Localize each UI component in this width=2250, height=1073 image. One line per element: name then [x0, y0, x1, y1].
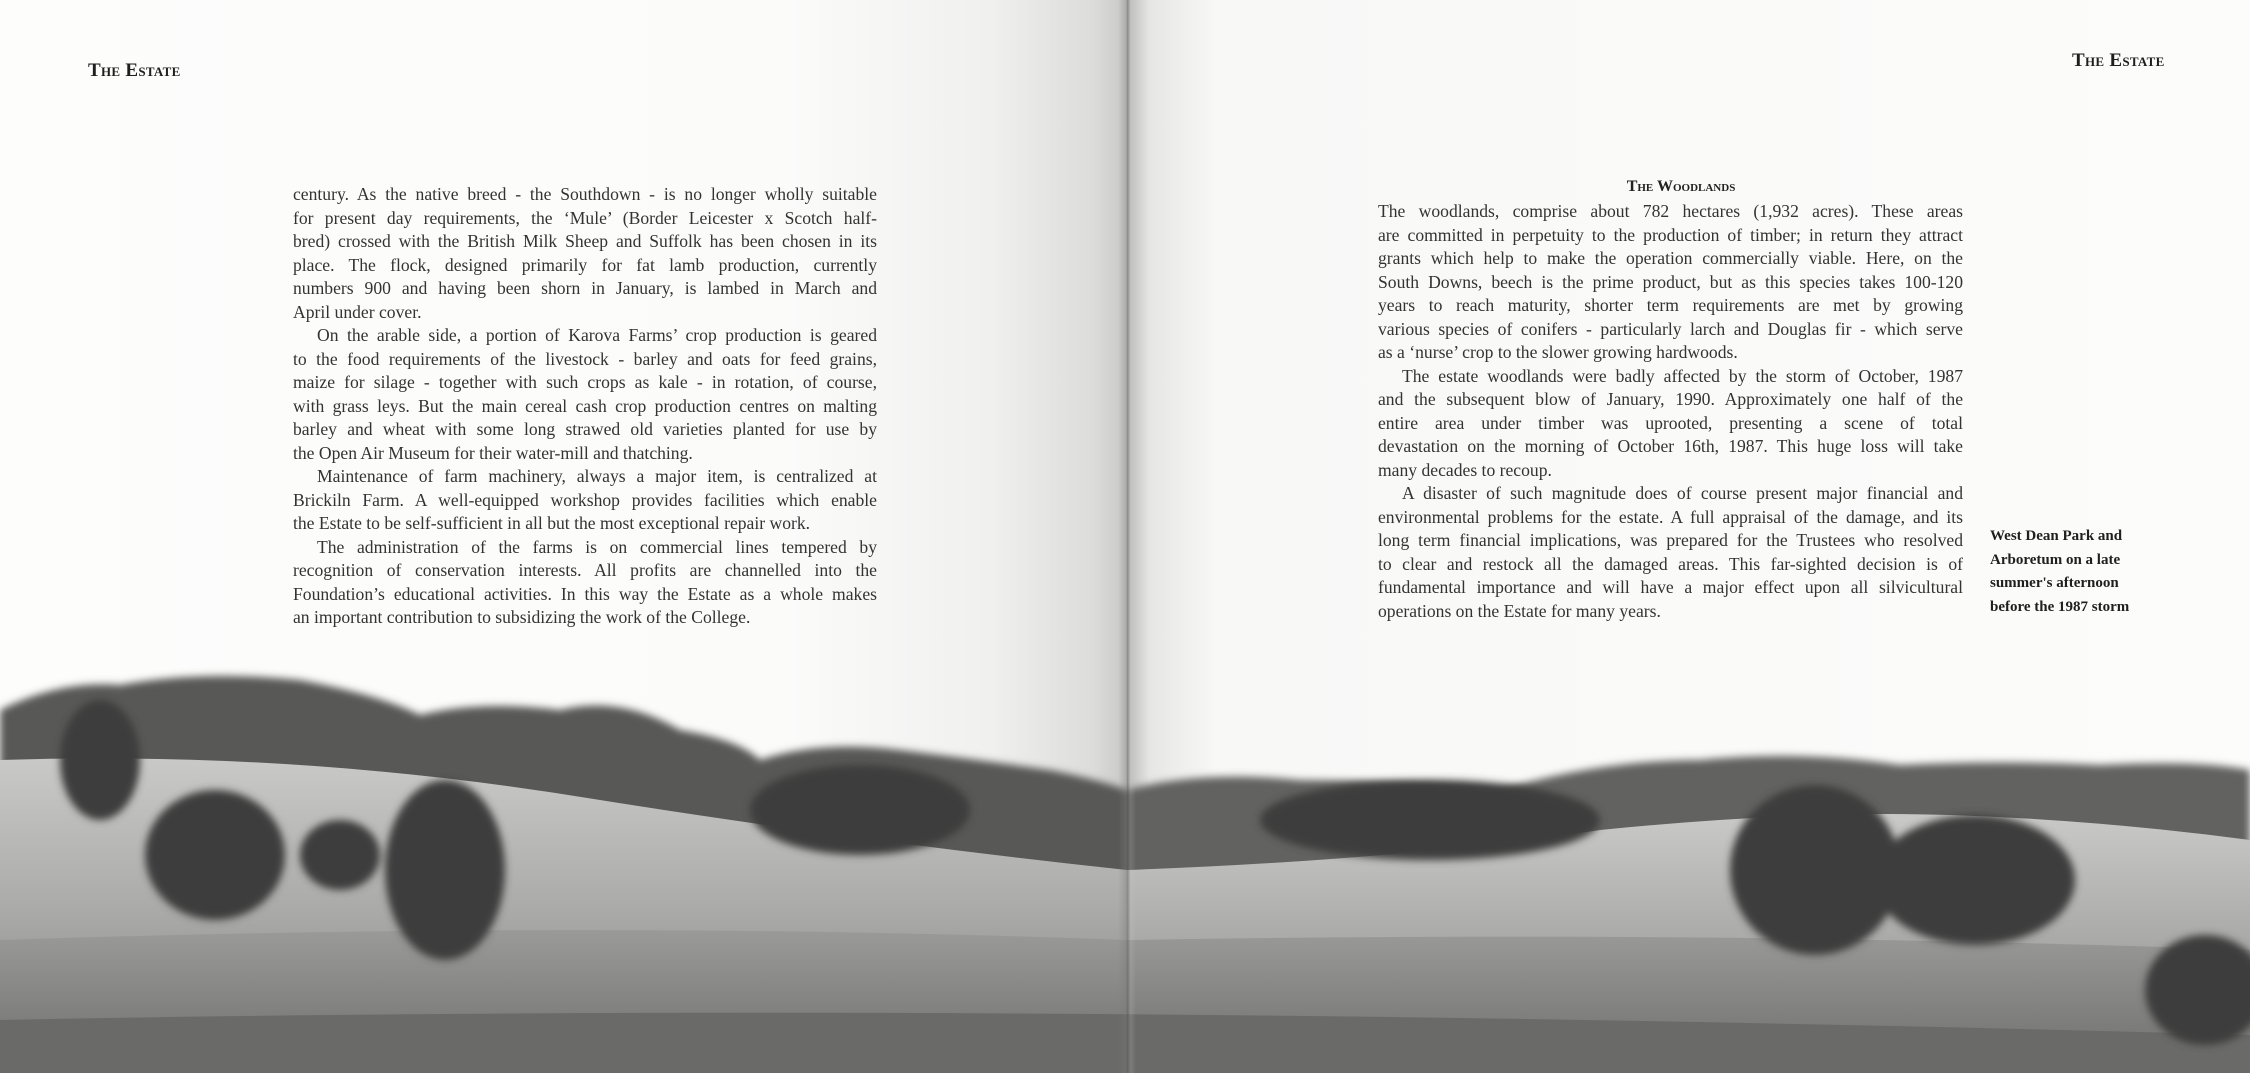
right-running-head: The Estate	[2072, 50, 2165, 71]
text-line: century. As the native breed - the Southdown - is no longer wholly suitable	[293, 184, 877, 204]
text-line: operations on the Estate for many years.	[1378, 600, 1661, 621]
text-line: many decades to recoup.	[1378, 459, 1552, 480]
text-line: The woodlands, comprise about 782 hectares (1,932 acres). These areas	[1378, 201, 1963, 221]
text-line: place. The flock, designed primarily for fat lamb production, currently	[293, 254, 877, 275]
section-heading: The Woodlands	[1626, 178, 1736, 195]
text-line: an important contribution to subsidizing the work of the College.	[293, 607, 751, 627]
text-line: barley and wheat with some long strawed old varieties planted for use by	[293, 419, 877, 439]
caption-line: before the 1987 storm	[1990, 598, 2130, 615]
text-line: devastation on the morning of October 16th, 1987. This huge loss will take	[1378, 436, 1963, 456]
text-line: maize for silage - together with such crops as kale - in rotation, of course,	[293, 372, 877, 392]
text-line: with grass leys. But the main cereal cash crop production centres on malting	[293, 395, 877, 416]
text-line: various species of conifers - particularly larch and Douglas fir - which serve	[1378, 318, 1963, 339]
text-line: years to reach maturity, shorter term requirements are met by growing	[1378, 295, 1963, 315]
photo-caption	[1990, 525, 2129, 619]
text-line: On the arable side, a portion of Karova Farms’ crop production is geared	[317, 325, 877, 345]
text-line: Maintenance of farm machinery, always a major item, is centralized at	[317, 466, 877, 486]
text-line: recognition of conservation interests. All profits are channelled into the	[293, 560, 877, 580]
text-line: The estate woodlands were badly affected by the storm of October, 1987	[1402, 365, 1963, 386]
text-line: the Estate to be self-sufficient in all but the most exceptional repair work.	[293, 513, 811, 533]
caption-line: West Dean Park and	[1990, 528, 2123, 544]
text-line: and the subsequent blow of January, 1990. Approximately one half of the	[1378, 389, 1963, 409]
text-line: numbers 900 and having been shorn in January, is lambed in March and	[293, 278, 877, 298]
text-line: for present day requirements, the ‘Mule’ (Border Leicester x Scotch half-	[293, 207, 877, 228]
text-line: are committed in perpetuity to the production of timber; in return they attract	[1378, 224, 1963, 245]
caption-line: summer's afternoon	[1990, 575, 2119, 591]
text-line: The administration of the farms is on commercial lines tempered by	[317, 536, 877, 557]
left-body-text	[293, 183, 877, 630]
text-line: fundamental importance and will have a major effect upon all silvicultural	[1378, 577, 1963, 597]
text-line: the Open Air Museum for their water-mill and thatching.	[293, 442, 693, 463]
text-line: grants which help to make the operation commercially viable. Here, on the	[1378, 248, 1963, 268]
caption-line: Arboretum on a late	[1990, 551, 2121, 568]
left-running-head: The Estate	[88, 60, 181, 81]
right-body-text	[1378, 200, 1963, 623]
text-line: Foundation’s educational activities. In this way the Estate as a whole makes	[293, 583, 877, 604]
text-line: South Downs, beech is the prime product, but as this species takes 100-120	[1378, 271, 1963, 292]
text-line: Brickiln Farm. A well-equipped workshop provides facilities which enable	[293, 489, 877, 510]
book-gutter	[1118, 0, 1136, 1073]
text-line: April under cover.	[293, 301, 422, 322]
text-line: environmental problems for the estate. A full appraisal of the damage, and its	[1378, 506, 1963, 527]
text-line: as a ‘nurse’ crop to the slower growing hardwoods.	[1378, 342, 1738, 362]
text-line: to the food requirements of the livestock - barley and oats for feed grains,	[293, 348, 877, 369]
text-line: to clear and restock all the damaged areas. This far-sighted decision is of	[1378, 553, 1963, 574]
text-line: bred) crossed with the British Milk Sheep and Suffolk has been chosen in its	[293, 231, 877, 251]
text-line: entire area under timber was uprooted, presenting a scene of total	[1378, 412, 1963, 433]
text-line: long term financial implications, was prepared for the Trustees who resolved	[1378, 530, 1963, 550]
text-line: A disaster of such magnitude does of course present major financial and	[1402, 483, 1963, 503]
